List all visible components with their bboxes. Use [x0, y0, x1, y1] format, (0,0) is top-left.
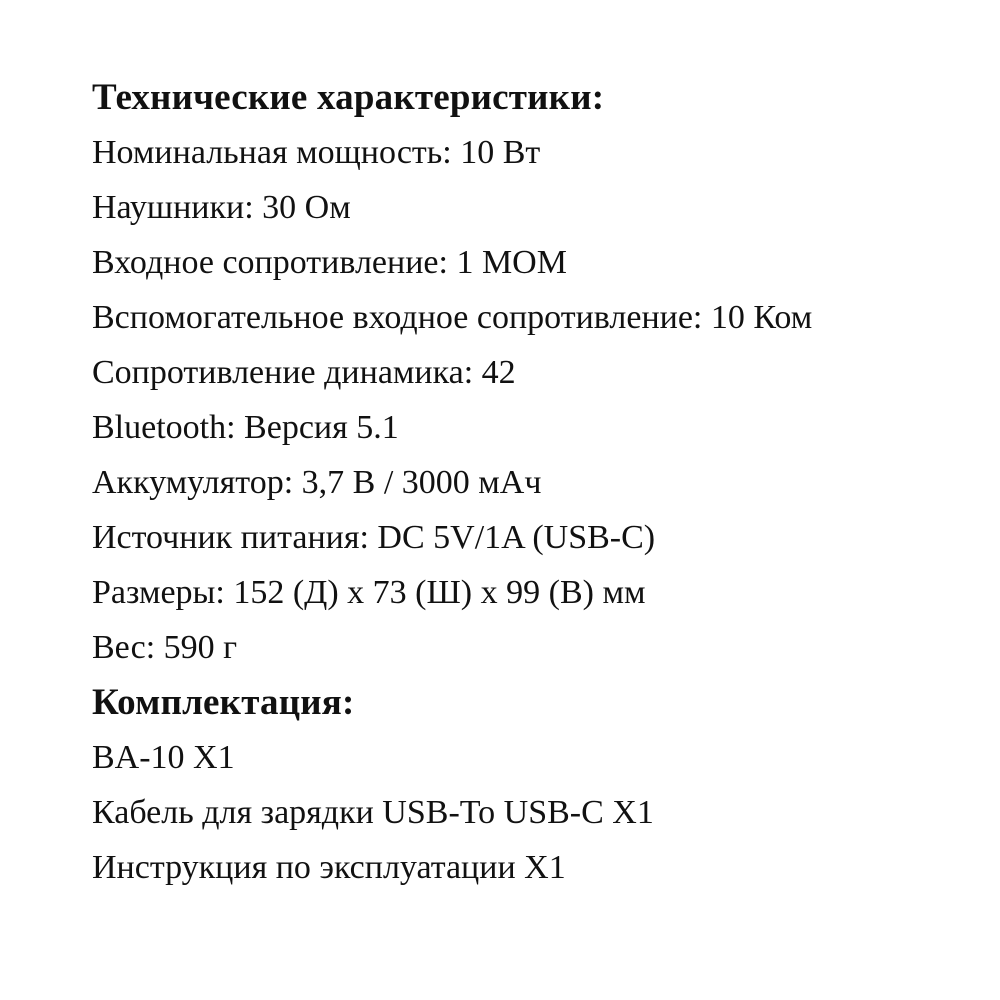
package-item-manual: Инструкция по эксплуатации X1	[92, 849, 566, 886]
package-heading: Комплектация:	[92, 682, 355, 723]
spec-power-source: Источник питания: DC 5V/1A (USB-C)	[92, 519, 656, 556]
spec-input-impedance: Входное сопротивление: 1 МОМ	[92, 244, 567, 281]
package-item-device: BA-10 X1	[92, 739, 235, 776]
spec-bluetooth: Bluetooth: Версия 5.1	[92, 409, 399, 446]
spec-weight: Вес: 590 г	[92, 629, 238, 666]
spec-document	[92, 70, 982, 895]
spec-rated-power: Номинальная мощность: 10 Вт	[92, 134, 541, 171]
specs-heading: Технические характеристики:	[92, 77, 605, 118]
spec-aux-input-impedance: Вспомогательное входное сопротивление: 10 Ком	[92, 299, 813, 336]
package-item-cable: Кабель для зарядки USB-To USB-C X1	[92, 794, 654, 831]
spec-speaker-impedance: Сопротивление динамика: 42	[92, 354, 516, 391]
spec-dimensions: Размеры: 152 (Д) x 73 (Ш) x 99 (В) мм	[92, 574, 646, 611]
spec-headphones: Наушники: 30 Ом	[92, 189, 351, 226]
spec-battery: Аккумулятор: 3,7 В / 3000 мАч	[92, 464, 542, 501]
